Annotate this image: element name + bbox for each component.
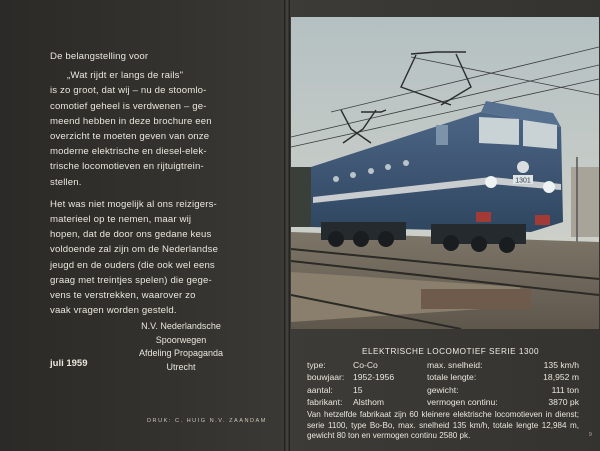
- trailing-carriage: [291, 167, 313, 227]
- intro-paragraph-2: [50, 197, 226, 319]
- signature-department: Afdeling Propaganda: [138, 348, 224, 359]
- p2-line: vens te verstrekken, waarover zo: [50, 290, 196, 302]
- cab-window-left: [479, 117, 519, 145]
- intro-paragraph-1: [50, 83, 226, 189]
- spec-value: 1952-1956: [353, 372, 395, 383]
- spec-value: Alsthom: [353, 396, 385, 407]
- headlight-left: [485, 176, 497, 188]
- p2-line: vaak vragen worden gesteld.: [50, 305, 177, 317]
- spec-value: 18,952 m: [543, 372, 579, 383]
- spec-row: [307, 385, 579, 397]
- spec-value: 3870 pk: [548, 396, 579, 407]
- spec-label: gewicht:: [427, 384, 459, 395]
- spec-value: 135 km/h: [543, 360, 579, 370]
- locomotive-illustration: [291, 17, 599, 329]
- spec-label: fabrikant:: [307, 396, 343, 407]
- background-building: [571, 167, 599, 237]
- p1-line: moderne elektrische en diesel-elek-: [50, 146, 207, 158]
- spec-note: Van hetzelfde fabrikaat zijn 60 kleinere elektrische locomotieven in dienst; serie 1100, type Bo-Bo, max. snelheid 135 km/h, totale lengte 12,984 m, gewicht 80 ton en vermogen continu 2580 pk.: [307, 410, 579, 441]
- headlight-right: [543, 181, 555, 193]
- p1-line: overzicht te moeten geven van onze: [50, 131, 210, 143]
- p1-line: comotief geheel is verdwenen – ge-: [50, 100, 207, 112]
- signature-block: [116, 320, 246, 374]
- signature-city: Utrecht: [166, 361, 196, 372]
- intro-title-quote: „Wat rijdt er langs de rails": [67, 70, 184, 82]
- spec-label: aantal:: [307, 384, 333, 395]
- signature-company: N.V. Nederlandsche Spoorwegen: [141, 321, 221, 345]
- spec-label: totale lengte:: [427, 372, 477, 383]
- p1-line: is zo groot, dat wij – nu de stoomlo-: [50, 85, 207, 97]
- side-window: [436, 125, 448, 145]
- buffer-beam-left: [476, 212, 491, 222]
- spec-value: 111 ton: [551, 384, 579, 395]
- spec-value: 15: [353, 384, 363, 395]
- p2-line: hopen, dat de door ons gedane keus: [50, 229, 212, 241]
- spec-label: bouwjaar:: [307, 372, 345, 383]
- publication-date: juli 1959: [50, 358, 88, 369]
- spec-title: ELEKTRISCHE LOCOMOTIEF SERIE 1300: [362, 347, 540, 356]
- spec-value: Co-Co: [353, 360, 378, 370]
- spec-row: [307, 397, 579, 409]
- brick-platform-edge: [421, 289, 531, 309]
- spec-row: [307, 372, 579, 384]
- ns-emblem: [517, 161, 529, 173]
- p2-line: graag met treintjes spelen) die gege-: [50, 274, 212, 286]
- p2-line: materieel op te nemen, maar wij: [50, 214, 192, 226]
- spec-label: max. snelheid:: [427, 360, 483, 370]
- intro-text: [50, 49, 226, 318]
- p1-line: trische locomotieven en rijtuigtrein-: [50, 161, 204, 173]
- p2-line: voldoende zal zijn om de Nederlandse: [50, 244, 219, 256]
- locomotive-photo: [291, 17, 599, 329]
- spec-row: [307, 360, 579, 372]
- p1-line: stellen.: [50, 176, 82, 188]
- page-number: 9: [589, 432, 592, 438]
- spec-table: [307, 360, 579, 409]
- spec-label: vermogen continu:: [427, 396, 498, 407]
- printer-credit: DRUK: C. HUIG N.V. ZAANDAM: [147, 418, 267, 424]
- cab-window-right: [523, 120, 557, 149]
- p2-line: Het was niet mogelijk al ons reizigers-: [50, 198, 217, 210]
- spec-label: type:: [307, 360, 326, 370]
- loco-number: 1301: [515, 177, 531, 185]
- p1-line: meend hebben in deze brochure een: [50, 115, 212, 127]
- intro-lead: De belangstelling voor: [50, 51, 149, 62]
- p2-line: jeugd en de ouders (die ook wel eens: [50, 259, 215, 271]
- buffer-beam-right: [535, 215, 550, 225]
